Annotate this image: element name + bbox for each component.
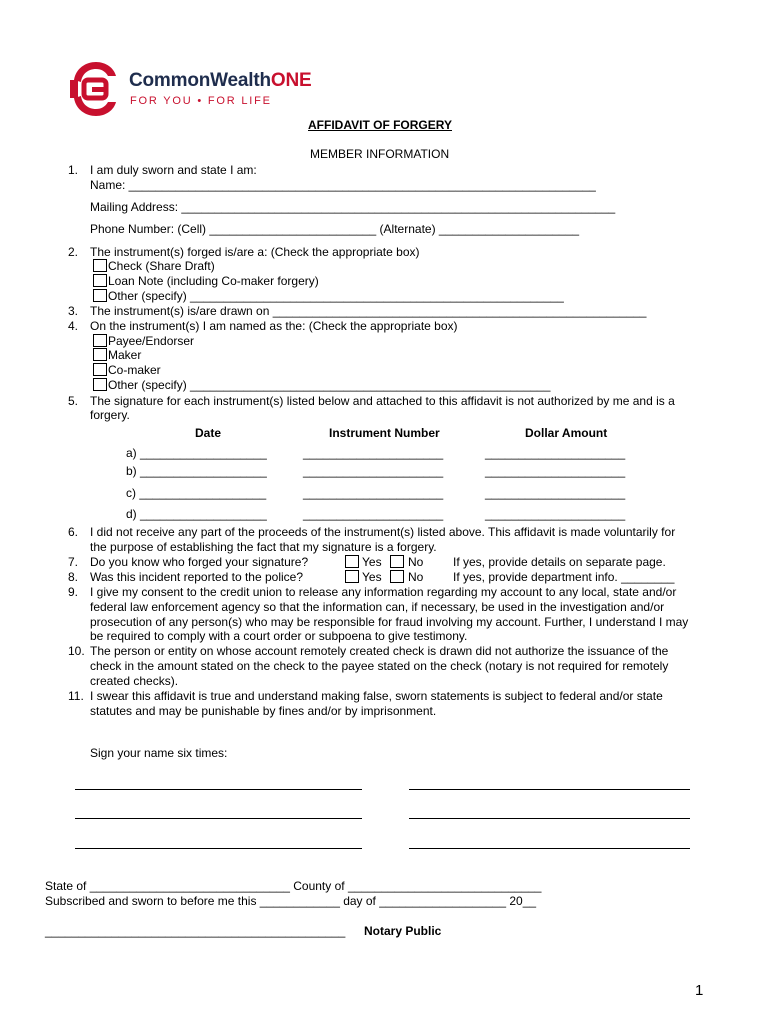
item-number: 11. [68, 689, 84, 703]
checkbox-forger-no[interactable] [390, 555, 404, 568]
item-number: 3. [68, 304, 79, 318]
item-number: 2. [68, 245, 79, 259]
item-text: prosecution of any person(s) who may be responsible for fraud involving my account. Further, I understand I may [90, 615, 689, 629]
item-text: forgery. [90, 408, 130, 422]
checkbox-loan-note[interactable] [93, 274, 107, 287]
signature-line[interactable] [75, 789, 362, 790]
checkbox-label: Check (Share Draft) [108, 259, 215, 273]
yes-label: Yes [362, 570, 382, 584]
checkbox-payee[interactable] [93, 334, 107, 347]
table-row-amount[interactable]: _____________________ [485, 486, 626, 500]
table-row-date[interactable]: a) ___________________ [126, 446, 267, 460]
notary-label: Notary Public [364, 924, 442, 938]
item-text: The person or entity on whose account remotely created check is drawn did not authorize the issuance of the [90, 644, 669, 658]
checkbox-police-yes[interactable] [345, 570, 359, 583]
drawn-on-field[interactable]: The instrument(s) is/are drawn on ________________________________________________________ [90, 304, 647, 318]
item-number: 4. [68, 319, 79, 333]
checkbox-label: Loan Note (including Co-maker forgery) [108, 274, 319, 288]
checkbox-forger-yes[interactable] [345, 555, 359, 568]
table-row-amount[interactable]: _____________________ [485, 446, 626, 460]
item-text: Was this incident reported to the police? [90, 570, 304, 584]
table-row-amount[interactable]: _____________________ [485, 464, 626, 478]
no-label: No [408, 555, 424, 569]
item-text: statutes and may be punishable by fines and/or by imprisonment. [90, 704, 437, 718]
item-number: 1. [68, 163, 79, 177]
checkbox-label: Co-maker [108, 363, 161, 377]
checkbox-co-maker[interactable] [93, 363, 107, 376]
column-header-amount: Dollar Amount [525, 426, 608, 440]
column-header-instrument: Instrument Number [329, 426, 440, 440]
logo-brand: CommonWealthONE [129, 70, 312, 91]
department-info-field[interactable]: If yes, provide department info. ________ [453, 570, 675, 584]
signature-line[interactable] [409, 789, 690, 790]
table-row-date[interactable]: b) ___________________ [126, 464, 267, 478]
no-label: No [408, 570, 424, 584]
item-number: 5. [68, 394, 79, 408]
table-row-date[interactable]: c) ___________________ [126, 486, 267, 500]
item-number: 7. [68, 555, 79, 569]
logo-tagline: FOR YOU • FOR LIFE [130, 95, 272, 107]
checkbox-check[interactable] [93, 259, 107, 272]
notary-subscribed[interactable]: Subscribed and sworn to before me this ____________ day of ___________________ 20__ [45, 894, 537, 908]
checkbox-label[interactable]: Other (specify) ______________________________________________________ [108, 378, 551, 392]
item-text: I give my consent to the credit union to release any information regarding my account to any local, state and/or [90, 585, 677, 599]
checkbox-label[interactable]: Other (specify) ________________________________________________________ [108, 289, 564, 303]
phone-field[interactable]: Phone Number: (Cell) _________________________ (Alternate) _____________________ [90, 222, 580, 236]
page-title: AFFIDAVIT OF FORGERY [308, 118, 452, 132]
item-number: 8. [68, 570, 79, 584]
table-row-number[interactable]: _____________________ [303, 507, 444, 521]
item-text: If yes, provide details on separate page. [453, 555, 666, 569]
table-row-date[interactable]: d) ___________________ [126, 507, 267, 521]
item-number: 6. [68, 525, 79, 539]
column-header-date: Date [195, 426, 222, 440]
item-text: The signature for each instrument(s) listed below and attached to this affidavit is not authorized by me and is a [90, 394, 675, 408]
item-text: I am duly sworn and state I am: [90, 163, 257, 177]
item-text: federal law enforcement agency so that the information can, if necessary, be used in the investigation and/or [90, 600, 665, 614]
item-text: be required to comply with a court order or subpoena to give testimony. [90, 629, 468, 643]
item-text: On the instrument(s) I am named as the: (Check the appropriate box) [90, 319, 458, 333]
item-text: I swear this affidavit is true and understand making false, sworn statements is subject to federal and/or state [90, 689, 663, 703]
table-row-number[interactable]: _____________________ [303, 446, 444, 460]
table-row-number[interactable]: _____________________ [303, 464, 444, 478]
name-field[interactable]: Name: ______________________________________________________________________ [90, 178, 596, 192]
item-number: 9. [68, 585, 79, 599]
yes-label: Yes [362, 555, 382, 569]
checkbox-police-no[interactable] [390, 570, 404, 583]
table-row-number[interactable]: _____________________ [303, 486, 444, 500]
notary-state-county[interactable]: State of ______________________________ County of _____________________________ [45, 879, 542, 893]
checkbox-label: Payee/Endorser [108, 334, 195, 348]
mailing-address-field[interactable]: Mailing Address: _________________________________________________________________ [90, 200, 616, 214]
checkbox-maker[interactable] [93, 348, 107, 361]
notary-signature-field[interactable]: _____________________________________________ [45, 924, 346, 938]
page-number: 1 [695, 982, 704, 999]
logo [68, 60, 312, 120]
signature-line[interactable] [409, 848, 690, 849]
item-text: I did not receive any part of the proceeds of the instrument(s) listed above. This affidavit is made voluntarily for [90, 525, 676, 539]
item-text: The instrument(s) forged is/are a: (Check the appropriate box) [90, 245, 420, 259]
checkbox-other[interactable] [93, 289, 107, 302]
signature-line[interactable] [409, 818, 690, 819]
item-text: the purpose of establishing the fact that my signature is a forgery. [90, 540, 437, 554]
item-number: 10. [68, 644, 85, 658]
item-text: check in the amount stated on the check to the payee stated on the check (notary is not required for remotely [90, 659, 669, 673]
logo-mark-icon [68, 60, 120, 118]
signature-line[interactable] [75, 848, 362, 849]
signature-line[interactable] [75, 818, 362, 819]
item-text: created checks). [90, 674, 179, 688]
page-subtitle: MEMBER INFORMATION [310, 147, 450, 161]
item-text: Do you know who forged your signature? [90, 555, 309, 569]
table-row-amount[interactable]: _____________________ [485, 507, 626, 521]
checkbox-other-named[interactable] [93, 378, 107, 391]
checkbox-label: Maker [108, 348, 142, 362]
sign-prompt: Sign your name six times: [90, 746, 228, 760]
